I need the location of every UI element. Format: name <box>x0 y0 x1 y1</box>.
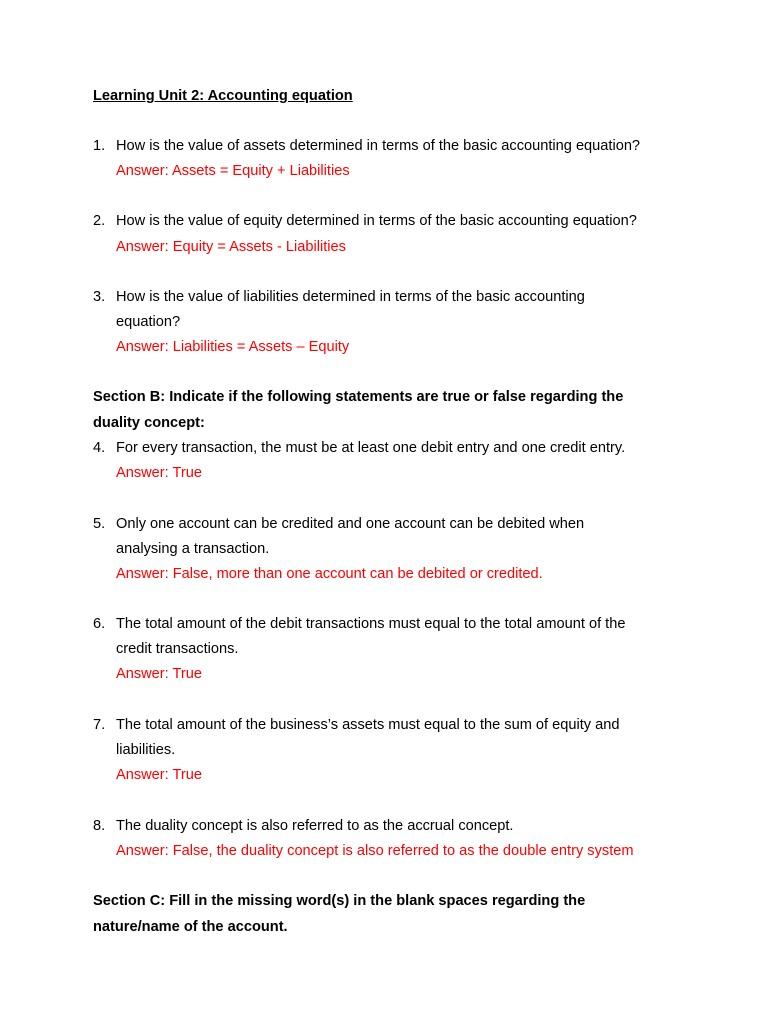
question-text-continued: equation? <box>116 314 181 330</box>
section-heading-line: duality concept: <box>93 415 205 431</box>
question-number: 3. <box>93 289 106 305</box>
question-text: For every transaction, the must be at least one debit entry and one credit entry. <box>116 440 626 456</box>
question-text-continued: liabilities. <box>116 742 176 758</box>
page-title: Learning Unit 2: Accounting equation <box>93 88 353 104</box>
section-heading-line: nature/name of the account. <box>93 919 288 935</box>
question-text: The total amount of the debit transactions must equal to the total amount of the <box>116 616 626 632</box>
question-text: How is the value of assets determined in terms of the basic accounting equation? <box>116 138 641 154</box>
question-number: 8. <box>93 818 106 834</box>
section-heading-line: Section C: Fill in the missing word(s) in the blank spaces regarding the <box>93 893 586 909</box>
question-number: 6. <box>93 616 106 632</box>
answer-text: Answer: False, more than one account can be debited or credited. <box>116 566 543 582</box>
answer-text: Answer: True <box>116 465 202 481</box>
answer-text: Answer: Assets = Equity + Liabilities <box>116 163 350 179</box>
question-text-continued: credit transactions. <box>116 641 239 657</box>
question-number: 2. <box>93 213 106 229</box>
section-heading-line: Section B: Indicate if the following statements are true or false regarding the <box>93 389 624 405</box>
answer-text: Answer: Equity = Assets - Liabilities <box>116 239 346 255</box>
question-number: 4. <box>93 440 106 456</box>
question-text: Only one account can be credited and one account can be debited when <box>116 516 585 532</box>
question-number: 7. <box>93 717 106 733</box>
answer-text: Answer: Liabilities = Assets – Equity <box>116 339 350 355</box>
question-text: How is the value of equity determined in terms of the basic accounting equation? <box>116 213 637 229</box>
question-text-continued: analysing a transaction. <box>116 541 270 557</box>
answer-text: Answer: True <box>116 666 202 682</box>
question-text: The total amount of the business’s assets must equal to the sum of equity and <box>116 717 620 733</box>
answer-text: Answer: False, the duality concept is also referred to as the double entry system <box>116 843 634 859</box>
answer-text: Answer: True <box>116 767 202 783</box>
question-text: The duality concept is also referred to as the accrual concept. <box>116 818 514 834</box>
question-number: 1. <box>93 138 106 154</box>
question-text: How is the value of liabilities determined in terms of the basic accounting <box>116 289 585 305</box>
question-number: 5. <box>93 516 106 532</box>
